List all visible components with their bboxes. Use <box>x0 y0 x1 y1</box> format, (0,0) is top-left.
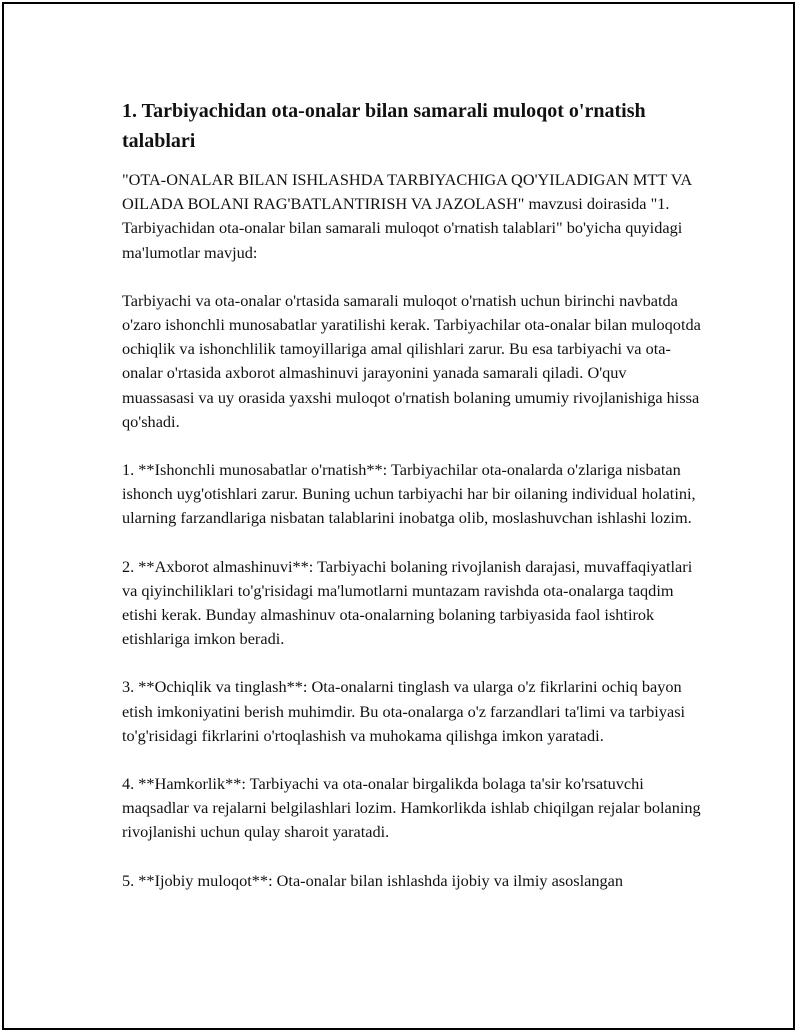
overview-paragraph: Tarbiyachi va ota-onalar o'rtasida samarali muloqot o'rnatish uchun birinchi navbatda o'zaro ishonchli munosabatlar yaratilishi kerak. Tarbiyachilar ota-onalar bilan muloqotda ochiqlik va ishonchlilik tamoyillariga amal qilishlari zarur. Bu esa tarbiyachi va ota-onalar o'rtasida axborot almashinuvi jarayonini yanada samarali qiladi. O'quv muassasasi va uy orasida yaxshi muloqot o'rnatish bolaning umumiy rivojlanishiga hissa qo'shadi. <box>122 290 701 431</box>
list-item-cooperation: 4. **Hamkorlik**: Tarbiyachi va ota-onalar birgalikda bolaga ta'sir ko'rsatuvchi maqsadlar va rejalarni belgilashlari lozim. Hamkorlikda ishlab chiqilgan rejalar bolaning rivojlanishi uchun qulay sharoit yaratadi. <box>122 774 701 842</box>
list-item-information-exchange: 2. **Axborot almashinuvi**: Tarbiyachi bolaning rivojlanish darajasi, muvaffaqiyatlari va qiyinchiliklari to'g'risidagi ma'lumotlarni muntazam ravishda ota-onalarga taqdim etishi kerak. Bunday almashinuv ota-onalarning bolaning tarbiyasida faol ishtirok etishlariga imkon beradi. <box>122 556 693 649</box>
intro-paragraph: "OTA-ONALAR BILAN ISHLASHDA TARBIYACHIGA QO'YILADIGAN MTT VA OILADA BOLANI RAG'BATLANTIRISH VA JAZOLASH" mavzusi doirasida "1. Tarbiyachidan ota-onalar bilan samarali muloqot o'rnatish talablari" bo'yicha quyidagi ma'lumotlar mavjud: <box>122 170 692 262</box>
page-frame <box>2 2 795 1030</box>
document-title: 1. Tarbiyachidan ota-onalar bilan samarali muloqot o'rnatish talablari <box>122 100 646 152</box>
list-item-trust: 1. **Ishonchli munosabatlar o'rnatish**: Tarbiyachilar ota-onalarda o'zlariga nisbatan ishonch uyg'otishlari zarur. Buning uchun tarbiyachi har bir oilaning individual holatini, ularning farzandlariga nisbatan talablarini inobatga olib, moslashuvchan ishlashi lozim. <box>122 460 696 528</box>
list-item-openness: 3. **Ochiqlik va tinglash**: Ota-onalarni tinglash va ularga o'z fikrlarini ochiq bayon etish imkoniyatini berish muhimdir. Bu ota-onalarga o'z farzandlari ta'limi va tarbiyasi to'g'risidagi fikrlarini o'rtoqlashish va muhokama qilishga imkon yaratadi. <box>122 677 686 745</box>
document-body <box>122 96 702 917</box>
list-item-positive-communication: 5. **Ijobiy muloqot**: Ota-onalar bilan ishlashda ijobiy va ilmiy asoslangan <box>122 870 624 890</box>
